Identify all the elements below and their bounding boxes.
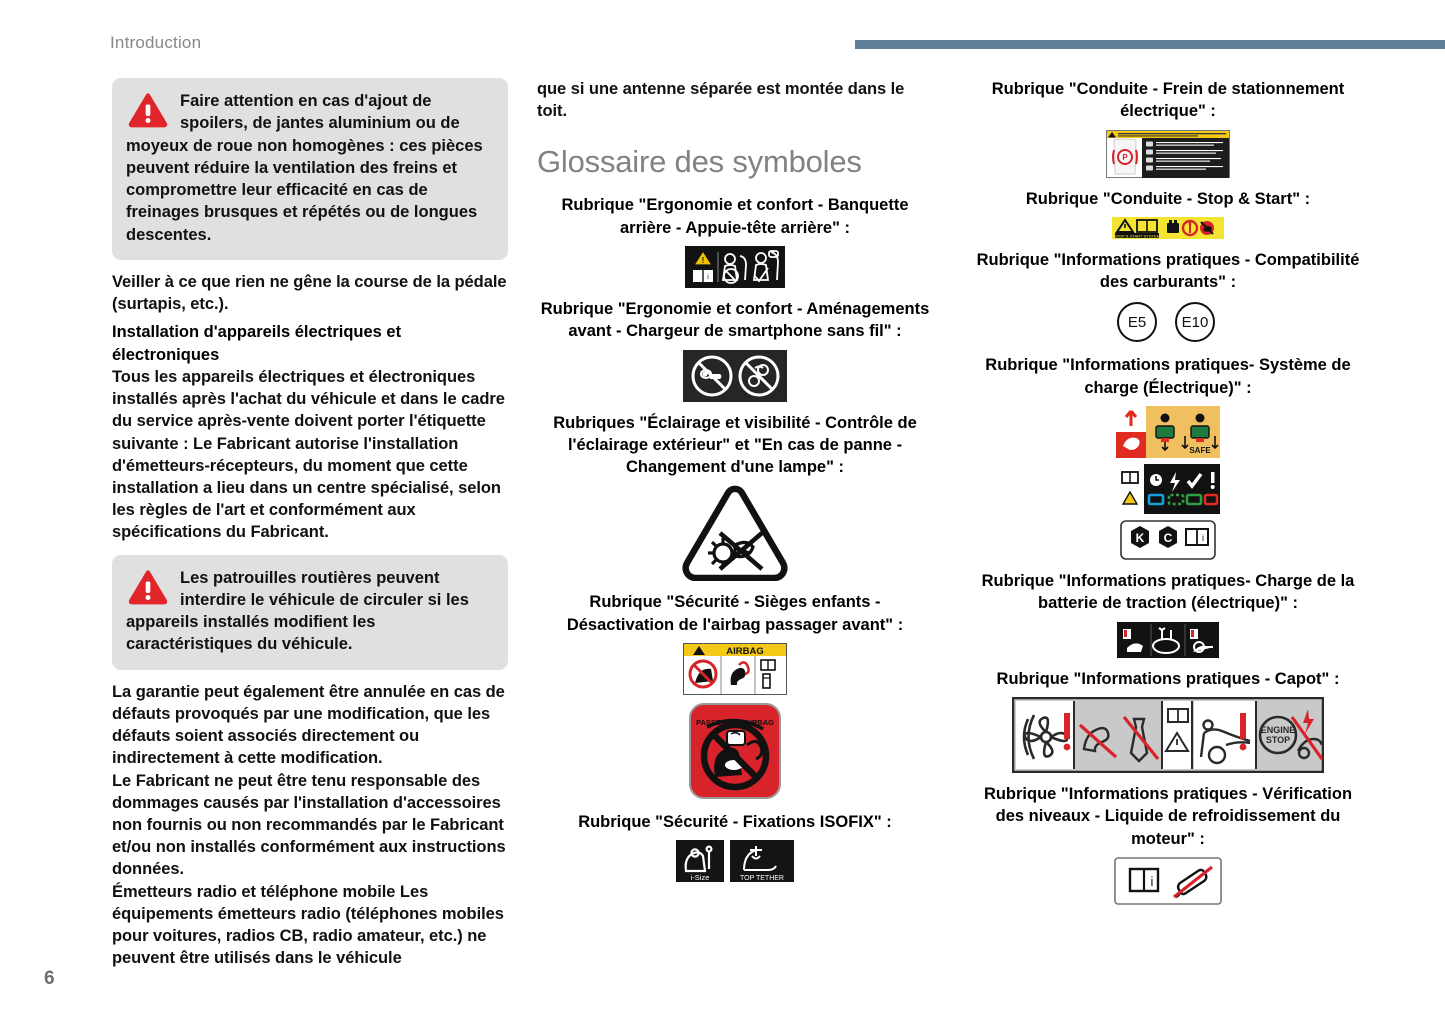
- paragraph-liability: Le Fabricant ne peut être tenu responsable des dommages causés par l'installation d'accessoires non fournis ou non recommandés par le Fabricant et/ou non installés conformément aux instructions données.: [112, 771, 506, 879]
- symbol-wireless-charger-label: [537, 350, 933, 402]
- top-tether-text: TOP TETHER: [740, 875, 784, 883]
- symbol-coolant-level-label: [968, 857, 1368, 905]
- symbol-traction-battery-charge: [968, 622, 1368, 658]
- warning-callout-2-text: Les patrouilles routières peuvent interdire le véhicule de circuler si les appareils installés modifient les caractéristiques du véhicule.: [126, 568, 469, 654]
- symbol-bonnet-warning-label: [968, 697, 1368, 773]
- svg-text:i: i: [707, 274, 709, 281]
- symbol-charging-system-labels: [968, 406, 1368, 560]
- isize-text: i-Size: [690, 873, 710, 883]
- fuel-badge-e10-text: E10: [1181, 314, 1209, 332]
- symbol-airbag-deactivation: [537, 643, 933, 801]
- glossary-caption-isofix: Rubrique "Sécurité - Fixations ISOFIX" :: [578, 813, 892, 832]
- glossary-caption-wireless-charger: Rubrique "Ergonomie et confort - Aménagements avant - Chargeur de smartphone sans fil" :: [540, 300, 930, 341]
- glossary-caption-coolant: Rubrique "Informations pratiques - Vérification des niveaux - Liquide de refroidissement du moteur" :: [983, 784, 1353, 848]
- symbol-stop-start-label: [968, 217, 1368, 239]
- svg-text:i: i: [1202, 533, 1204, 544]
- column-left: [112, 78, 508, 969]
- paragraph-antenna-continuation: que si une antenne séparée est montée dans le toit.: [537, 80, 905, 121]
- column-middle: [537, 78, 933, 892]
- paragraph-warranty: La garantie peut également être annulée en cas de défauts provoqués par une modification, que les défauts soient associés directement ou indirectement à cette modification.: [112, 682, 505, 768]
- charging-letter-k-text: K: [1135, 531, 1145, 546]
- glossary-caption-stop-start: Rubrique "Conduite - Stop & Start" :: [1025, 189, 1311, 208]
- svg-text:ENGINE: ENGINE: [1260, 724, 1296, 735]
- glossary-caption-parking-brake: Rubrique "Conduite - Frein de stationnement électrique" :: [991, 80, 1345, 121]
- svg-text:!: !: [701, 256, 705, 265]
- svg-text:AIRBAG: AIRBAG: [726, 646, 764, 658]
- warning-triangle-icon: [128, 569, 168, 605]
- page-number: 6: [44, 968, 55, 989]
- glossary-caption-bonnet: Rubrique "Informations pratiques - Capot" :: [996, 669, 1340, 688]
- warning-callout-2: [112, 555, 508, 670]
- symbol-fuel-compatibility-badges: [968, 300, 1368, 344]
- paragraph-radio-transmitters: Émetteurs radio et téléphone mobile Les équipements émetteurs radio (téléphones mobiles pour voitures, radios CB, radio amateur, etc.) ne peuvent être utilisés dans le véhicule: [112, 882, 504, 968]
- symbol-electric-parking-brake: [968, 130, 1368, 178]
- glossary-caption-traction-battery: Rubrique "Informations pratiques- Charge de la batterie de traction (électrique)" :: [981, 572, 1355, 613]
- passenger-airbag-text: PASSENGER AIRBAG: [696, 718, 774, 728]
- charging-safe-text: SAFE: [1189, 446, 1211, 456]
- paragraph-electrical-install: Tous les appareils électriques et électroniques installés après l'achat du véhicule et dans le cadre du service après-vente doivent porter l'étiquette suivante : Le Fabricant autorise l'installation d'émetteurs-récepteurs, du moment que cette installation a lieu dans un centre spécialisé, selon les règles de l'art et conformément aux spécifications du Fabricant.: [112, 367, 505, 542]
- glossary-title: Glossaire des symboles: [537, 144, 862, 180]
- warning-callout-1: [112, 78, 508, 260]
- subhead-electrical-install: Installation d'appareils électriques et électroniques: [112, 323, 402, 364]
- glossary-caption-airbag-deactivation: Rubrique "Sécurité - Sièges enfants - Désactivation de l'airbag passager avant" :: [566, 593, 904, 634]
- stop-start-strip-text: STOP & START SYSTEM: [1114, 233, 1160, 239]
- glossary-caption-headrest: Rubrique "Ergonomie et confort - Banquette arrière - Appuie-tête arrière" :: [561, 196, 909, 237]
- glossary-caption-charging-system: Rubrique "Informations pratiques- Système de charge (Électrique)" :: [985, 356, 1351, 397]
- glossary-caption-lamp-change: Rubriques "Éclairage et visibilité - Contrôle de l'éclairage extérieur" et "En cas de panne - Changement d'une lampe" :: [553, 413, 917, 477]
- charging-letter-c-text: C: [1163, 531, 1173, 546]
- symbol-lamp-change-triangle: [537, 485, 933, 581]
- header-accent-rule: [855, 40, 1445, 49]
- warning-triangle-icon: [128, 92, 168, 128]
- fuel-badge-e5-text: E5: [1127, 314, 1147, 332]
- svg-text:i: i: [1150, 873, 1154, 889]
- running-head: Introduction: [110, 33, 202, 52]
- glossary-caption-fuel-compatibility: Rubrique "Informations pratiques - Compatibilité des carburants" :: [976, 250, 1360, 292]
- paragraph-pedal-clearance: Veiller à ce que rien ne gêne la course de la pédale (surtapis, etc.).: [112, 273, 507, 314]
- column-right: [968, 78, 1368, 915]
- symbol-headrest-warning-label: [537, 246, 933, 288]
- symbol-isofix-labels: [537, 840, 933, 882]
- warning-callout-1-text: Faire attention en cas d'ajout de spoilers, de jantes aluminium ou de moyeux de roue non homogènes : ces pièces peuvent réduire la ventilation des freins et compromettre leur efficacité en cas de freinages brusques et répétés ou de longues descentes.: [126, 92, 483, 244]
- parking-brake-p-text: P: [1122, 152, 1128, 162]
- svg-text:STOP: STOP: [1265, 734, 1291, 745]
